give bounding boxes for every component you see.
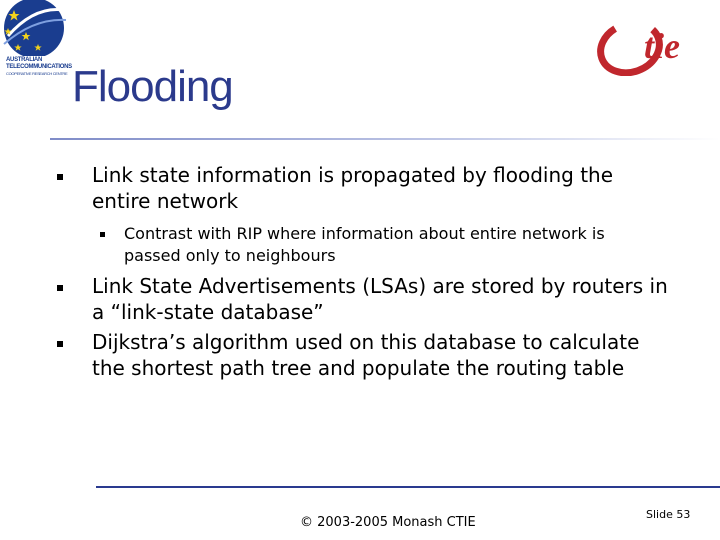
bullet-1-line-1: Link state information is propagated by flooding the [92, 163, 614, 187]
title-divider [50, 138, 720, 140]
slide-number: Slide 53 [646, 508, 691, 521]
slide-title: Flooding [72, 62, 233, 111]
bullet-marker [57, 174, 63, 180]
bullet-2-line-2: a “link-state database” [92, 300, 324, 324]
bullet-2 [92, 273, 712, 325]
globe-stars-icon [0, 0, 68, 56]
logo-line-3: COOPERATIVE RESEARCH CENTRE [6, 71, 68, 76]
ctie-logo [596, 14, 720, 76]
logo-line-1: AUSTRALIAN [6, 57, 42, 63]
bullet-1 [92, 162, 712, 214]
bullet-marker [57, 285, 63, 291]
footer-divider [96, 486, 720, 488]
sub-bullet-marker [100, 232, 105, 237]
bullet-3 [92, 329, 712, 381]
sub-bullet-1 [124, 223, 684, 267]
bullet-3-line-1: Dijkstra’s algorithm used on this database to calculate [92, 330, 640, 354]
bullet-3-line-2: the shortest path tree and populate the routing table [92, 356, 625, 380]
footer-copyright: © 2003-2005 Monash CTIE [300, 515, 476, 530]
logo-line-2: TELECOMMUNICATIONS [6, 64, 72, 70]
bullet-marker [57, 341, 63, 347]
sub-bullet-1-line-2: passed only to neighbours [124, 246, 336, 265]
bullet-1-line-2: entire network [92, 189, 239, 213]
sub-bullet-1-line-1: Contrast with RIP where information about entire network is [124, 224, 605, 243]
ctie-wordmark-icon [596, 14, 720, 76]
atrc-logo [0, 0, 72, 92]
svg-text:tie: tie [644, 26, 680, 66]
bullet-2-line-1: Link State Advertisements (LSAs) are stored by routers in [92, 274, 668, 298]
